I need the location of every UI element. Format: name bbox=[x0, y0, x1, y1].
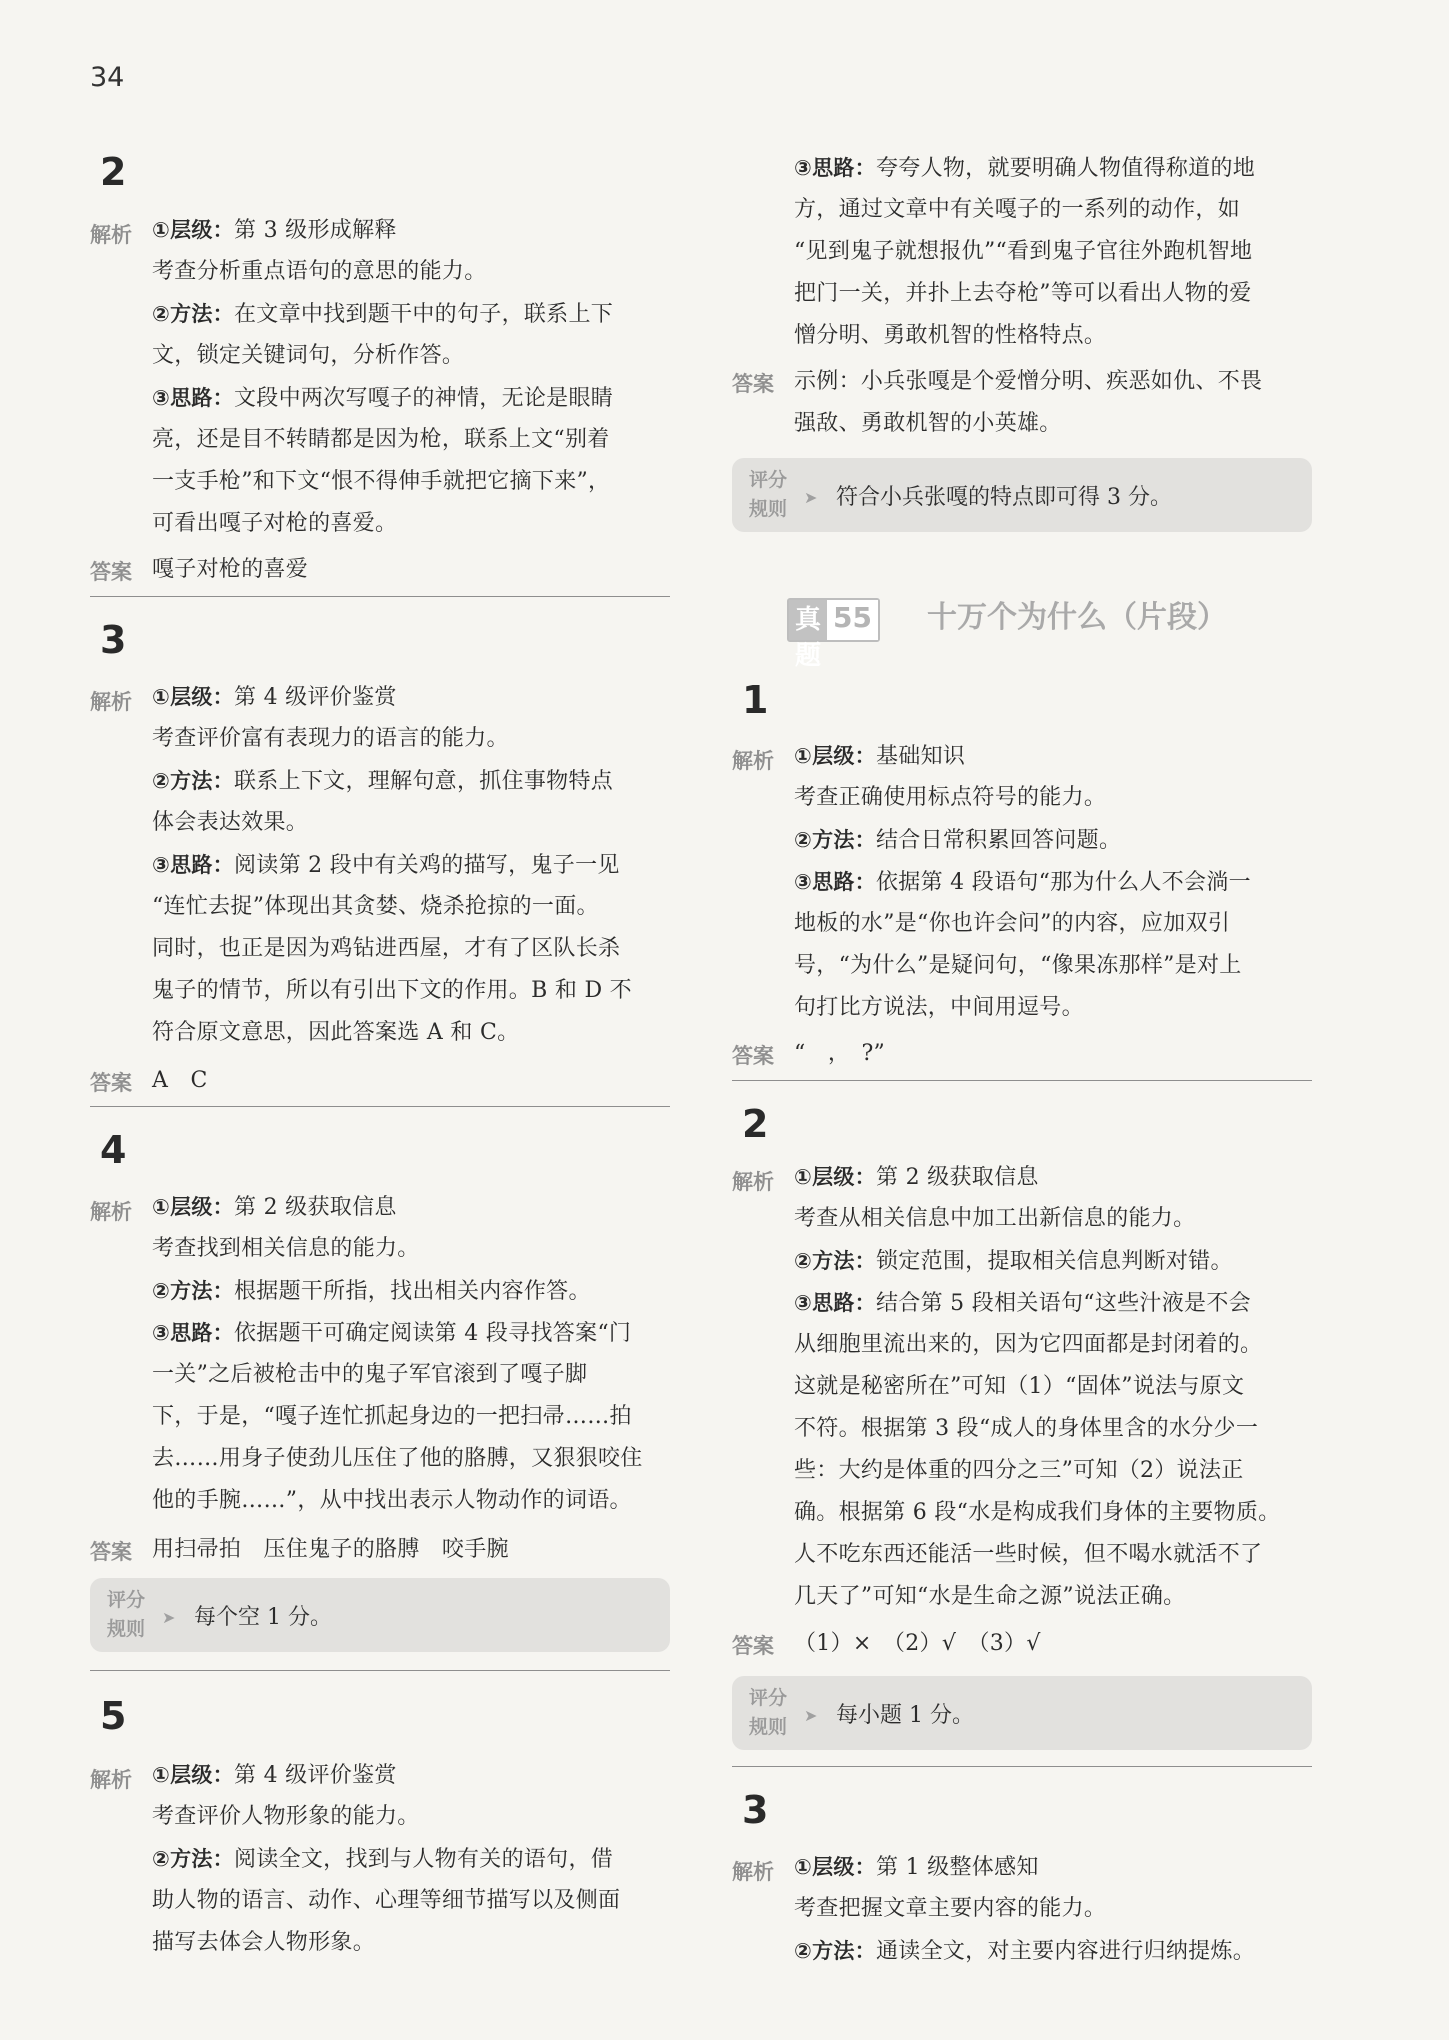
scoring-rule-box bbox=[732, 1676, 1312, 1750]
text-line: 去……用身子使劲儿压住了他的胳膊，又狠狠咬住 bbox=[152, 1446, 643, 1471]
text-line: ③思路：夸夸人物，就要明确人物值得称道的地 bbox=[794, 156, 1256, 181]
text-line: ②方法：阅读全文，找到与人物有关的语句，借 bbox=[152, 1847, 614, 1872]
text-line: 助人物的语言、动作、心理等细节描写以及侧面 bbox=[152, 1888, 621, 1913]
divider bbox=[90, 1106, 670, 1107]
text-line: 可看出嘎子对枪的喜爱。 bbox=[152, 511, 398, 536]
divider bbox=[90, 596, 670, 597]
arrow-right-icon: ➤ bbox=[804, 1706, 818, 1725]
text-line: 从细胞里流出来的，因为它四面都是封闭着的。 bbox=[794, 1332, 1263, 1357]
text-line: ③思路：结合第 5 段相关语句“这些汁液是不会 bbox=[794, 1291, 1251, 1316]
answer-label: 答案 bbox=[90, 560, 132, 584]
text-line: 一支手枪”和下文“恨不得伸手就把它摘下来”， bbox=[152, 469, 611, 494]
analysis-label: 解析 bbox=[732, 1860, 774, 1884]
text-line: ①层级：第 2 级获取信息 bbox=[794, 1165, 1039, 1190]
exam-badge: 真题 55 bbox=[787, 598, 880, 642]
analysis-label: 解析 bbox=[90, 690, 132, 714]
text-line: 这就是秘密所在”可知（1）“固体”说法与原文 bbox=[794, 1374, 1245, 1399]
question-number: 2 bbox=[100, 150, 127, 194]
answer-text: 强敌、勇敢机智的小英雄。 bbox=[794, 411, 1062, 436]
analysis-label: 解析 bbox=[90, 1768, 132, 1792]
text-line: 几天了”可知“水是生命之源”说法正确。 bbox=[794, 1584, 1186, 1609]
text-line: ①层级：第 3 级形成解释 bbox=[152, 218, 397, 243]
analysis-label: 解析 bbox=[732, 749, 774, 773]
text-line: 不符。根据第 3 段“成人的身体里含的水分少一 bbox=[794, 1416, 1259, 1441]
answer-text: （1）× （2）√ （3）√ bbox=[794, 1631, 1041, 1656]
divider bbox=[732, 1080, 1312, 1081]
question-number: 4 bbox=[100, 1128, 127, 1172]
text-line: ①层级：基础知识 bbox=[794, 744, 966, 769]
question-number: 3 bbox=[742, 1788, 769, 1832]
text-line: ③思路：文段中两次写嘎子的神情，无论是眼睛 bbox=[152, 386, 614, 411]
text-line: 鬼子的情节，所以有引出下文的作用。B 和 D 不 bbox=[152, 978, 632, 1003]
text-line: ①层级：第 1 级整体感知 bbox=[794, 1855, 1039, 1880]
answer-text: 示例：小兵张嘎是个爱憎分明、疾恶如仇、不畏 bbox=[794, 369, 1263, 394]
text-line: “见到鬼子就想报仇”“看到鬼子官往外跑机智地 bbox=[794, 239, 1253, 264]
answer-label: 答案 bbox=[90, 1540, 132, 1564]
scoring-rule-box bbox=[90, 1578, 670, 1652]
text-line: 下，于是，“嘎子连忙抓起身边的一把扫帚……拍 bbox=[152, 1404, 632, 1429]
arrow-right-icon: ➤ bbox=[804, 488, 818, 507]
text-line: 考查评价富有表现力的语言的能力。 bbox=[152, 726, 509, 751]
text-line: 一关”之后被枪击中的鬼子军官滚到了嘎子脚 bbox=[152, 1362, 588, 1387]
divider bbox=[90, 1670, 670, 1671]
scoring-rule-text: 每小题 1 分。 bbox=[836, 1703, 974, 1728]
text-line: 号，“为什么”是疑问句，“像果冻那样”是对上 bbox=[794, 953, 1242, 978]
text-line: ①层级：第 4 级评价鉴赏 bbox=[152, 685, 397, 710]
scoring-rule-box bbox=[732, 458, 1312, 532]
text-line: ③思路：阅读第 2 段中有关鸡的描写，鬼子一见 bbox=[152, 853, 620, 878]
text-line: 考查找到相关信息的能力。 bbox=[152, 1236, 420, 1261]
text-line: 确。根据第 6 段“水是构成我们身体的主要物质。 bbox=[794, 1500, 1281, 1525]
question-number: 5 bbox=[100, 1694, 127, 1738]
text-line: 考查从相关信息中加工出新信息的能力。 bbox=[794, 1206, 1196, 1231]
text-line: 考查把握文章主要内容的能力。 bbox=[794, 1896, 1107, 1921]
question-number: 2 bbox=[742, 1102, 769, 1146]
text-line: 同时，也正是因为鸡钻进西屋，才有了区队长杀 bbox=[152, 936, 621, 961]
scoring-rule-text: 每个空 1 分。 bbox=[194, 1605, 332, 1630]
text-line: ②方法：通读全文，对主要内容进行归纳提炼。 bbox=[794, 1939, 1256, 1964]
answer-label: 答案 bbox=[732, 1044, 774, 1068]
text-line: 他的手腕……”，从中找出表示人物动作的词语。 bbox=[152, 1488, 632, 1513]
analysis-label: 解析 bbox=[732, 1170, 774, 1194]
text-line: ③思路：依据第 4 段语句“那为什么人不会淌一 bbox=[794, 870, 1251, 895]
scoring-rule-tag: 评分 规则 bbox=[106, 1589, 145, 1640]
text-line: ②方法：联系上下文，理解句意，抓住事物特点 bbox=[152, 769, 614, 794]
answer-text: A C bbox=[152, 1068, 208, 1093]
divider bbox=[732, 1766, 1312, 1767]
text-line: 体会表达效果。 bbox=[152, 810, 309, 835]
text-line: ①层级：第 2 级获取信息 bbox=[152, 1195, 397, 1220]
text-line: 文，锁定关键词句，分析作答。 bbox=[152, 343, 465, 368]
text-line: 憎分明、勇敢机智的性格特点。 bbox=[794, 323, 1107, 348]
analysis-label: 解析 bbox=[90, 1200, 132, 1224]
text-line: ②方法：结合日常积累回答问题。 bbox=[794, 828, 1122, 853]
text-line: 描写去体会人物形象。 bbox=[152, 1930, 376, 1955]
text-line: ②方法：根据题干所指，找出相关内容作答。 bbox=[152, 1279, 591, 1304]
text-line: 句打比方说法，中间用逗号。 bbox=[794, 995, 1084, 1020]
answer-label: 答案 bbox=[732, 372, 774, 396]
scoring-rule-text: 符合小兵张嘎的特点即可得 3 分。 bbox=[836, 485, 1172, 510]
text-line: ③思路：依据题干可确定阅读第 4 段寻找答案“门 bbox=[152, 1321, 632, 1346]
text-line: ②方法：锁定范围，提取相关信息判断对错。 bbox=[794, 1249, 1233, 1274]
arrow-right-icon: ➤ bbox=[162, 1608, 176, 1627]
text-line: ②方法：在文章中找到题干中的句子，联系上下 bbox=[152, 302, 614, 327]
text-line: “连忙去捉”体现出其贪婪、烧杀抢掠的一面。 bbox=[152, 894, 599, 919]
question-number: 1 bbox=[742, 678, 769, 722]
text-line: 把门一关，并扑上去夺枪”等可以看出人物的爱 bbox=[794, 281, 1252, 306]
question-number: 3 bbox=[100, 618, 127, 662]
text-line: 符合原文意思，因此答案选 A 和 C。 bbox=[152, 1020, 520, 1045]
text-line: 些：大约是体重的四分之三”可知（2）说法正 bbox=[794, 1458, 1244, 1483]
scoring-rule-tag: 评分 规则 bbox=[748, 469, 787, 520]
section-title-text: 十万个为什么（片段） bbox=[927, 600, 1227, 635]
text-line: 地板的水”是“你也许会问”的内容，应加双引 bbox=[794, 911, 1231, 936]
scoring-rule-tag: 评分 规则 bbox=[748, 1687, 787, 1738]
answer-label: 答案 bbox=[732, 1634, 774, 1658]
answer-text: 用扫帚拍 压住鬼子的胳膊 咬手腕 bbox=[152, 1537, 509, 1562]
text-line: 人不吃东西还能活一些时候，但不喝水就活不了 bbox=[794, 1542, 1263, 1567]
answer-text: “ ， ?” bbox=[794, 1041, 886, 1066]
text-line: 考查正确使用标点符号的能力。 bbox=[794, 785, 1107, 810]
text-line: ①层级：第 4 级评价鉴赏 bbox=[152, 1763, 397, 1788]
text-line: 亮，还是目不转睛都是因为枪，联系上文“别着 bbox=[152, 427, 610, 452]
analysis-label: 解析 bbox=[90, 223, 132, 247]
answer-text: 嘎子对枪的喜爱 bbox=[152, 557, 309, 582]
page-number: 34 bbox=[90, 62, 125, 93]
text-line: 考查分析重点语句的意思的能力。 bbox=[152, 259, 487, 284]
answer-label: 答案 bbox=[90, 1071, 132, 1095]
text-line: 考查评价人物形象的能力。 bbox=[152, 1804, 420, 1829]
text-line: 方，通过文章中有关嘎子的一系列的动作，如 bbox=[794, 197, 1241, 222]
